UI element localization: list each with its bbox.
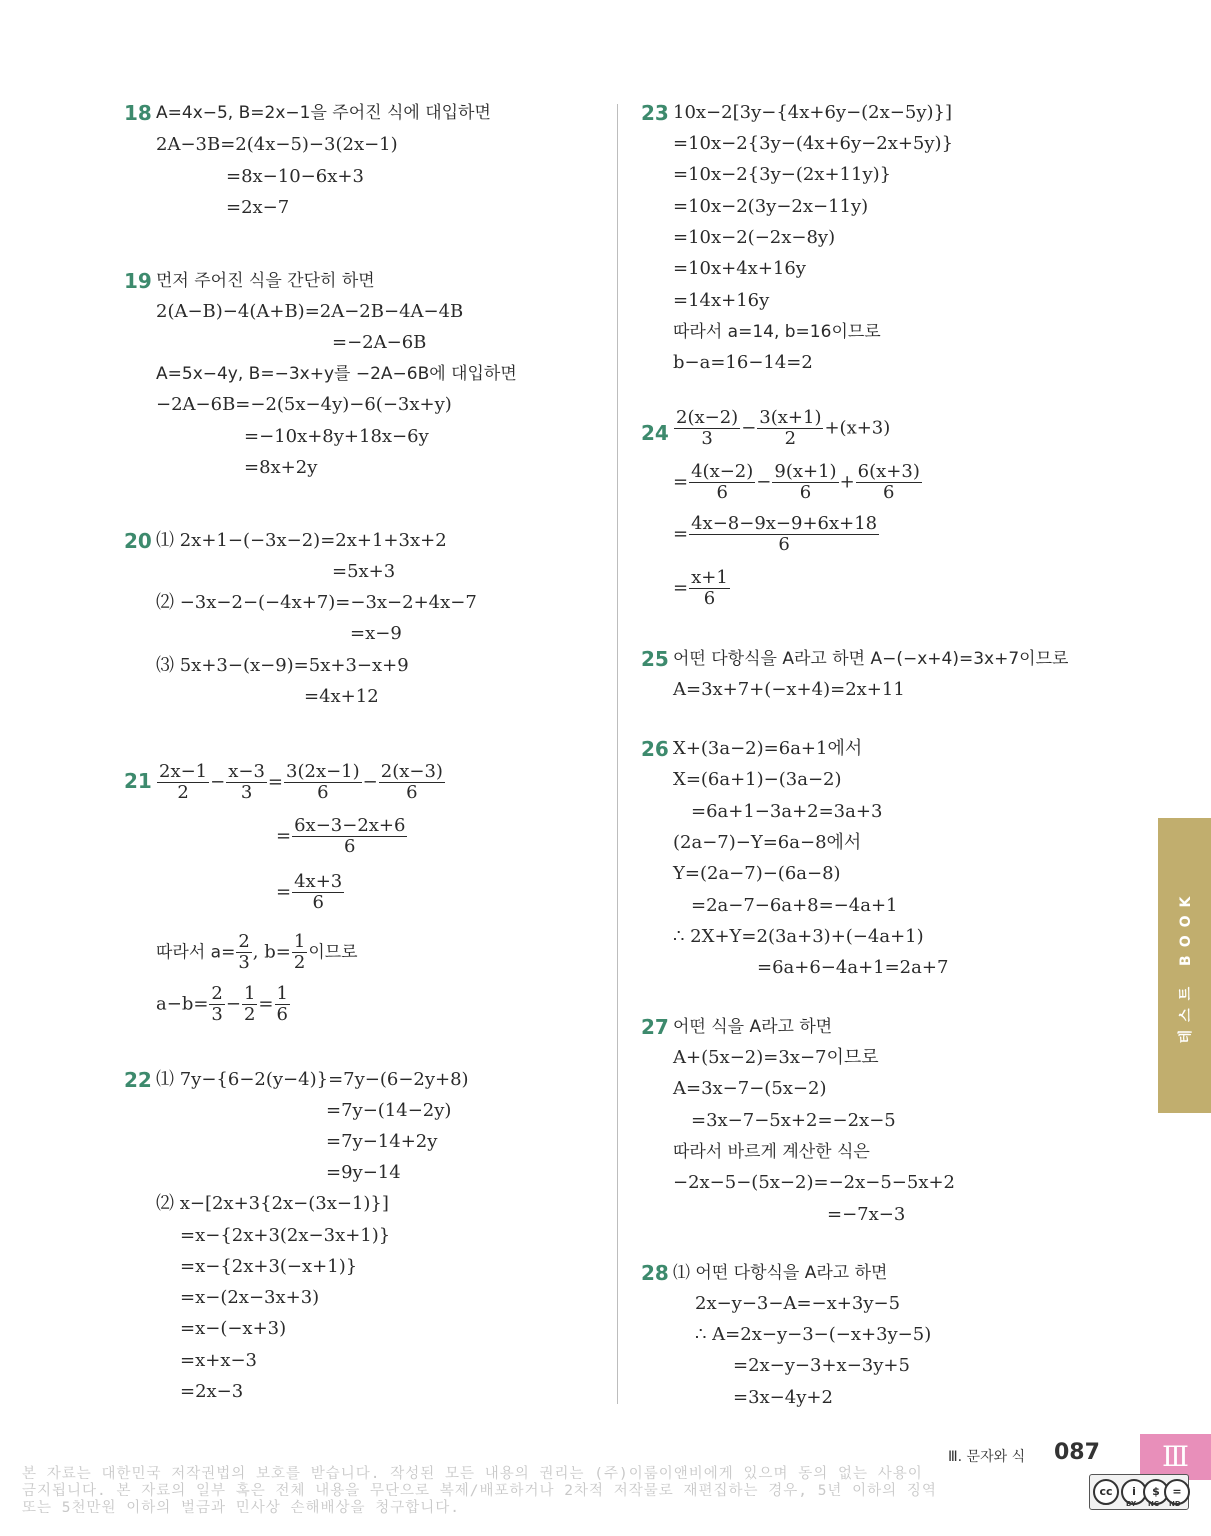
solution-line: a−b= $\frac{2}{3}$ − $\frac{1}{2}$ = $\frac{1}{6}$ (156, 983, 288, 1025)
side-tab-test-book (1158, 818, 1211, 1113)
fraction-line: = $\frac{4x-8-9x-9+6x+18}{6}$ (673, 513, 878, 555)
solution-line: =x−{2x+3(−x+1)} (180, 1256, 358, 1277)
solution-line: =6a+1−3a+2=3a+3 (691, 801, 883, 822)
solution-line: 어떤 식을 A라고 하면 (673, 1017, 833, 1037)
solution-line: 어떤 다항식을 A라고 하면 A−(−x+4)=3x+7이므로 (673, 649, 1069, 669)
copyright-line: 본 자료는 대한민국 저작권법의 보호를 받습니다. 작성된 모든 내용의 권리는 (주)이룸이앤비에게 있으며 동의 없는 사용이 (22, 1466, 923, 1482)
solution-line: A=5x−4y, B=−3x+y를 −2A−6B에 대입하면 (156, 364, 517, 384)
problem-number: 23 (641, 101, 669, 125)
solution-line: A+(5x−2)=3x−7이므로 (673, 1047, 879, 1068)
solution-line: X+(3a−2)=6a+1에서 (673, 738, 863, 759)
fraction-line: = $\frac{4(x-2)}{6}$ − $\frac{9(x+1)}{6}$ + $\frac{6(x+3)}{6}$ (673, 461, 920, 503)
page-number: 087 (1054, 1440, 1100, 1465)
solution-line: ⑴ 7y−{6−2(y−4)}=7y−(6−2y+8) (156, 1069, 469, 1090)
solution-line: =2x−y−3+x−3y+5 (733, 1355, 910, 1376)
nc-icon: $ (1143, 1479, 1169, 1505)
cc-icon: cc (1093, 1479, 1119, 1505)
solution-line: −2A−6B=−2(5x−4y)−6(−3x+y) (156, 394, 452, 415)
problem-number: 27 (641, 1015, 669, 1039)
solution-line: =3x−4y+2 (733, 1387, 833, 1408)
fraction-line: = $\frac{6x-3-2x+6}{6}$ (276, 815, 406, 857)
solution-line: =2x−3 (180, 1381, 244, 1402)
solution-line: Y=(2a−7)−(6a−8) (673, 863, 841, 884)
solution-line: −2x−5−(5x−2)=−2x−5−5x+2 (673, 1172, 956, 1193)
problem-number: 22 (124, 1068, 152, 1092)
solution-line: X=(6a+1)−(3a−2) (673, 769, 842, 790)
solution-line: =7y−(14−2y) (326, 1100, 452, 1121)
solution-line: =10x−2{3y−(4x+6y−2x+5y)} (673, 133, 954, 154)
cc-license-badge (1089, 1474, 1189, 1510)
fraction-line: $\frac{2x-1}{2}$ − $\frac{x-3}{3}$ = $\frac{3(2x-1)}{6}$ − $\frac{2(x-3)}{6}$ (159, 761, 443, 803)
copyright-line: 금지됩니다. 본 자료의 일부 혹은 전체 내용을 무단으로 복제/배포하거나 2차적 저작물로 재편집하는 경우, 5년 이하의 징역 (22, 1483, 937, 1499)
solution-line: 2(A−B)−4(A+B)=2A−2B−4A−4B (156, 301, 464, 322)
copyright-notice (22, 1466, 1052, 1517)
solution-line: =10x−2(3y−2x−11y) (673, 196, 869, 217)
solution-line: 2A−3B=2(4x−5)−3(2x−1) (156, 134, 398, 155)
solution-line: b−a=16−14=2 (673, 352, 813, 373)
problem-number: 18 (124, 101, 152, 125)
solution-line: =10x+4x+16y (673, 258, 806, 279)
solution-line: =10x−2{3y−(2x+11y)} (673, 164, 892, 185)
by-label: BY (1126, 1500, 1137, 1508)
solution-line: =2a−7−6a+8=−4a+1 (691, 895, 898, 916)
solution-line: =−2A−6B (332, 332, 427, 353)
solution-line: =9y−14 (326, 1162, 401, 1183)
problem-number: 19 (124, 269, 152, 293)
solution-line: A=3x−7−(5x−2) (673, 1078, 827, 1099)
solution-line: ⑴ 2x+1−(−3x−2)=2x+1+3x+2 (156, 530, 447, 551)
side-tab-label: 테스트 BOOK (1177, 888, 1194, 1043)
solution-line: =8x+2y (244, 457, 318, 478)
solution-line: 2x−y−3−A=−x+3y−5 (695, 1293, 901, 1314)
solution-line: =x+x−3 (180, 1350, 258, 1371)
solution-line: ∴ 2X+Y=2(3a+3)+(−4a+1) (673, 926, 924, 947)
solution-line: 따라서 a=14, b=16이므로 (673, 322, 881, 342)
problem-number: 20 (124, 529, 152, 553)
solution-line: =4x+12 (304, 686, 379, 707)
solution-line: ⑶ 5x+3−(x−9)=5x+3−x+9 (156, 655, 409, 676)
solution-line: =5x+3 (332, 561, 396, 582)
part-badge: Ⅲ (1140, 1434, 1211, 1480)
fraction-line: = $\frac{4x+3}{6}$ (276, 871, 343, 913)
solution-line: A=3x+7+(−x+4)=2x+11 (673, 679, 905, 700)
problem-number: 25 (641, 647, 669, 671)
fraction-line: $\frac{2(x-2)}{3}$ − $\frac{3(x+1)}{2}$ +(x+3) (676, 407, 891, 449)
solution-line: 먼저 주어진 식을 간단히 하면 (156, 271, 375, 291)
solution-line: =x−(−x+3) (180, 1318, 287, 1339)
solution-line: =x−{2x+3(2x−3x+1)} (180, 1225, 391, 1246)
problem-number: 21 (124, 769, 152, 793)
problem-number: 26 (641, 737, 669, 761)
solution-line: A=4x−5, B=2x−1을 주어진 식에 대입하면 (156, 103, 491, 123)
solution-line: ∴ A=2x−y−3−(−x+3y−5) (695, 1324, 932, 1345)
by-icon: i (1121, 1479, 1147, 1505)
solution-line: =6a+6−4a+1=2a+7 (757, 957, 949, 978)
solution-line: =x−(2x−3x+3) (180, 1287, 320, 1308)
footer-chapter: Ⅲ. 문자와 식 (948, 1449, 1026, 1465)
solution-line: =−7x−3 (827, 1204, 906, 1225)
solution-line: =−10x+8y+18x−6y (244, 426, 429, 447)
solution-line: =3x−7−5x+2=−2x−5 (691, 1110, 896, 1131)
problem-number: 28 (641, 1261, 669, 1285)
nd-label: ND (1169, 1500, 1181, 1508)
copyright-line: 또는 5천만원 이하의 벌금과 민사상 손해배상을 청구합니다. (22, 1500, 461, 1516)
solution-line: =7y−14+2y (326, 1131, 438, 1152)
nc-label: NC (1148, 1500, 1159, 1508)
solution-line: 따라서 a= $\frac{2}{3}$ , b= $\frac{1}{2}$ 이므로 (156, 931, 358, 973)
solution-line: =14x+16y (673, 290, 770, 311)
solution-line: =10x−2(−2x−8y) (673, 227, 836, 248)
solution-line: =x−9 (350, 623, 402, 644)
problem-number: 24 (641, 421, 669, 445)
solution-line: ⑴ 어떤 다항식을 A라고 하면 (673, 1263, 888, 1283)
solution-line: =2x−7 (226, 197, 290, 218)
solution-line: ⑵ x−[2x+3{2x−(3x−1)}] (156, 1193, 389, 1214)
solution-line: (2a−7)−Y=6a−8에서 (673, 832, 862, 853)
column-divider (617, 104, 618, 1404)
fraction-line: = $\frac{x+1}{6}$ (673, 567, 728, 609)
solution-line: 따라서 바르게 계산한 식은 (673, 1142, 870, 1162)
solution-line: 10x−2[3y−{4x+6y−(2x−5y)}] (673, 102, 952, 123)
solution-line: ⑵ −3x−2−(−4x+7)=−3x−2+4x−7 (156, 592, 477, 613)
solution-line: =8x−10−6x+3 (226, 166, 364, 187)
nd-icon: = (1164, 1479, 1190, 1505)
